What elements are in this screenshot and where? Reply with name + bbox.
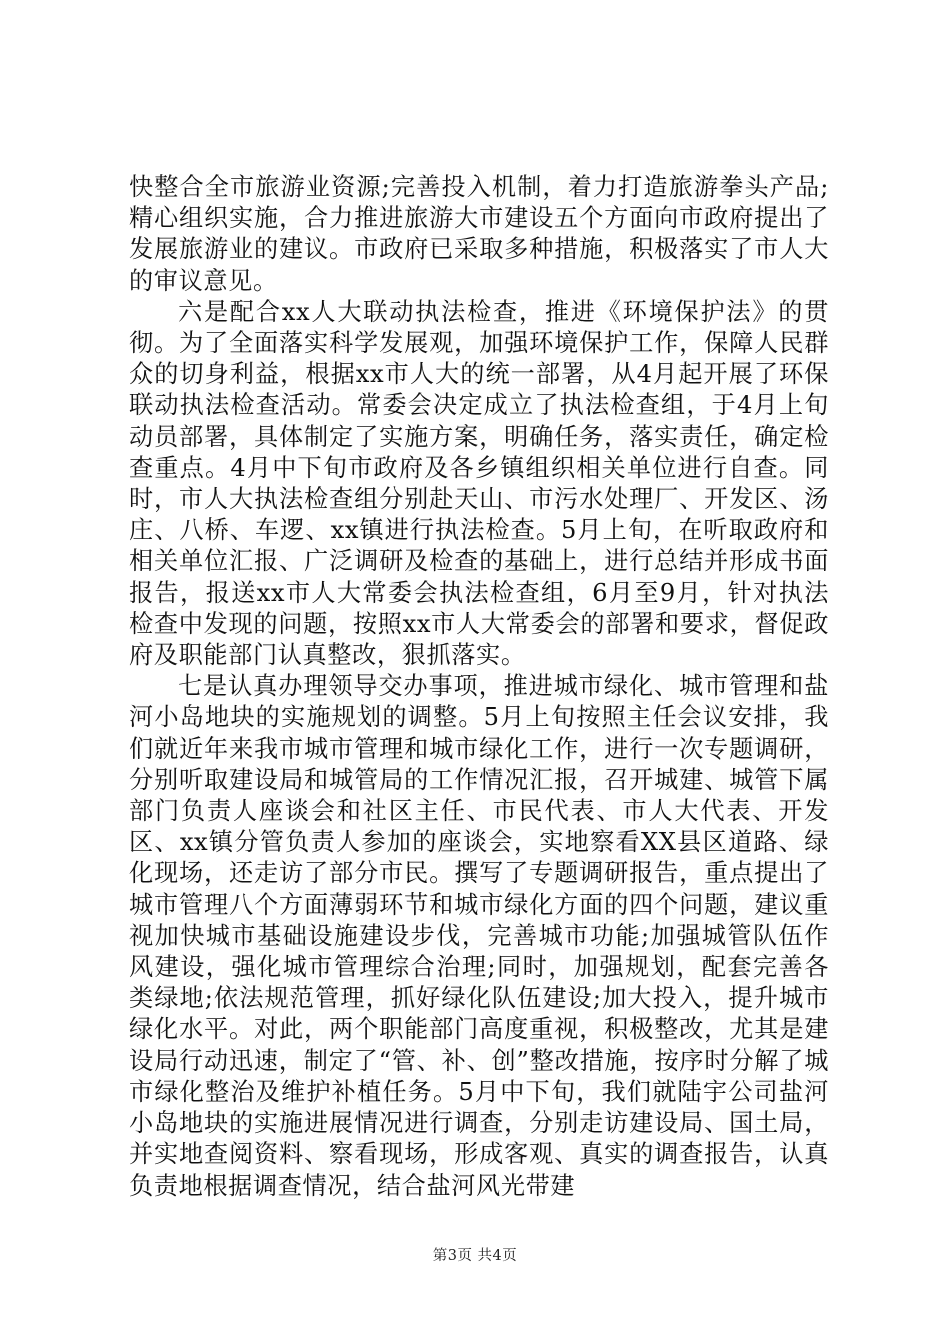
paragraph-2: 六是配合xx人大联动执法检查，推进《环境保护法》的贯彻。为了全面落实科学发展观，加强环境保护工作，保障人民群众的切身利益，根据xx市人大的统一部署，从4月起开展了环保联动执法检查活动。常委会决定成立了执法检查组，于4月上旬动员部署，具体制定了实施方案，明确任务，落实责任，确定检查重点。4月中下旬市政府及各乡镇组织相关单位进行自查。同时，市人大执法检查组分别赴天山、市污水处理厂、开发区、汤庄、八桥、车逻、xx镇进行执法检查。5月上旬，在听取政府和相关单位汇报、广泛调研及检查的基础上，进行总结并形成书面报告，报送xx市人大常委会执法检查组，6月至9月，针对执法检查中发现的问题，按照xx市人大常委会的部署和要求，督促政府及职能部门认真整改，狠抓落实。 <box>129 297 829 670</box>
document-body <box>129 172 829 1202</box>
page-number-footer: 第3页 共4页 <box>432 1248 518 1264</box>
paragraph-3: 七是认真办理领导交办事项，推进城市绿化、城市管理和盐河小岛地块的实施规划的调整。5月上旬按照主任会议安排，我们就近年来我市城市管理和城市绿化工作，进行一次专题调研，分别听取建设局和城管局的工作情况汇报，召开城建、城管下属部门负责人座谈会和社区主任、市民代表、市人大代表、开发区、xx镇分管负责人参加的座谈会，实地察看XX县区道路、绿化现场，还走访了部分市民。撰写了专题调研报告，重点提出了城市管理八个方面薄弱环节和城市绿化方面的四个问题，建议重视加快城市基础设施建设步伐，完善城市功能;加强城管队伍作风建设，强化城市管理综合治理;同时，加强规划，配套完善各类绿地;依法规范管理，抓好绿化队伍建设;加大投入，提升城市绿化水平。对此，两个职能部门高度重视，积极整改，尤其是建设局行动迅速，制定了“管、补、创”整改措施，按序时分解了城市绿化整治及维护补植任务。5月中下旬，我们就陆宇公司盐河小岛地块的实施进展情况进行调查，分别走访建设局、国土局，并实地查阅资料、察看现场，形成客观、真实的调查报告，认真负责地根据调查情况，结合盐河风光带建 <box>129 672 829 1200</box>
paragraph-1: 快整合全市旅游业资源;完善投入机制，着力打造旅游拳头产品;精心组织实施，合力推进旅游大市建设五个方面向市政府提出了发展旅游业的建议。市政府已采取多种措施，积极落实了市人大的审议意见。 <box>129 173 829 295</box>
